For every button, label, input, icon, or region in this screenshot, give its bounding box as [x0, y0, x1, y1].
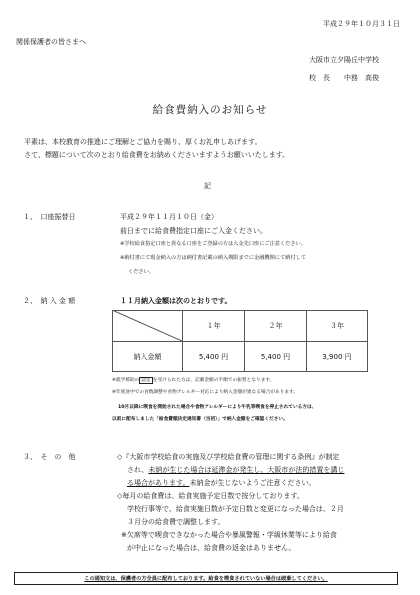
section-3-label: ３、 そ の 他	[23, 453, 76, 461]
transfer-date: 平成２９年１１月１０日（金）	[120, 213, 218, 221]
document-title: 給食費納入のお知らせ	[152, 104, 268, 116]
section-2-note-3: 10月以降に喫食を開始された場合や食物アレルギーにより牛乳等喫食を停止されている方は、	[118, 405, 317, 410]
section-2-note-3-cont: 以前に配布しました「給食費額決定通知書（当初）」で納入金額をご確認ください。	[112, 417, 288, 422]
issuer-school: 大阪市立夕陽丘中学校	[309, 56, 379, 64]
section-2-heading: １１月納入金額は次のとおりです。	[120, 297, 232, 305]
table-row-label: 納入金額	[133, 352, 162, 361]
greeting-line-1: 平素は、本校教育の推進にご理解とご協力を賜り、厚くお礼申しあげます。	[24, 138, 262, 146]
table-header-grade-2: ２年	[268, 322, 283, 330]
other-line-4: ◇毎月の給食費は、給食実施予定日数で按分しております。	[117, 492, 304, 500]
issuer-role: 校 長	[309, 74, 330, 82]
section-1-note-2: ※納付書にて現金納入の方は納付書記載の納入期限までに金融機関にて納付して	[120, 255, 306, 261]
transfer-instruction: 前日までに給食費指定口座にご入金ください。	[120, 227, 267, 235]
section-1-note-1: ※学校給食指定口座と異なる口座をご登録の方は入金先口座にご注意ください。	[120, 241, 306, 247]
section-1-label: １、 口座振替日	[23, 213, 76, 221]
table-header-grade-1: １年	[206, 322, 221, 330]
table-value-grade-2: 5,400 円	[260, 352, 291, 361]
table-value-grade-3: 3,900 円	[322, 352, 352, 361]
recipient: 関係保護者の皆さまへ	[16, 38, 86, 46]
boxed-term: 認定	[141, 378, 151, 383]
section-2-label: ２、 納 入 金 額	[23, 297, 76, 305]
table-value-grade-1: 5,400 円	[198, 352, 229, 361]
other-line-5: 学校行事等で、給食実施日数が予定日数と変更になった場合は、２月	[127, 505, 344, 513]
section-2-note-1: ※就学援助の 認定 を受けられた方は、記載金額の半額での振替となります。	[112, 378, 275, 383]
other-line-1: ◇『大阪市学校給食の実施及び学校給食費の管理に関する条例』が制定	[117, 453, 340, 461]
issue-date: 平成２９年１０月３１日	[323, 20, 400, 28]
table-corner-diagonal	[112, 310, 182, 341]
other-line-8: が中止になった場合は、給食費の返金はありません。	[127, 544, 296, 552]
issuer-name: 中務 高俊	[344, 74, 379, 82]
other-line-7: ※欠席等で喫食できなかった場合や暴風警報・学級休業等により給食	[121, 531, 337, 539]
footer-notice: この通知文は、保護者の方全員に配布しております。給食を喫食されていない場合は破棄してください。	[14, 572, 398, 585]
ki-marker: 記	[204, 182, 211, 190]
table-header-grade-3: ３年	[330, 322, 344, 330]
section-1-note-2-cont: ください。	[128, 269, 154, 275]
issuer-principal	[309, 73, 379, 83]
section-2-note-2: ※年度途中での食数調整や食物アレルギー対応により納入金額が異なる場合があります。	[112, 390, 299, 395]
greeting-line-2: さて、標題について次のとおり給食費をお納めくださいますようお願いいたします。	[24, 151, 290, 159]
other-line-6: ３月分の給食費で調整します。	[127, 518, 225, 526]
fee-table	[112, 310, 368, 372]
other-line-3: る場合があります。未納金が生じないようご注意ください。	[127, 479, 316, 487]
other-line-2: され、未納が生じた場合は延滞金が発生し、大阪市が法的措置を講じ	[127, 466, 345, 474]
